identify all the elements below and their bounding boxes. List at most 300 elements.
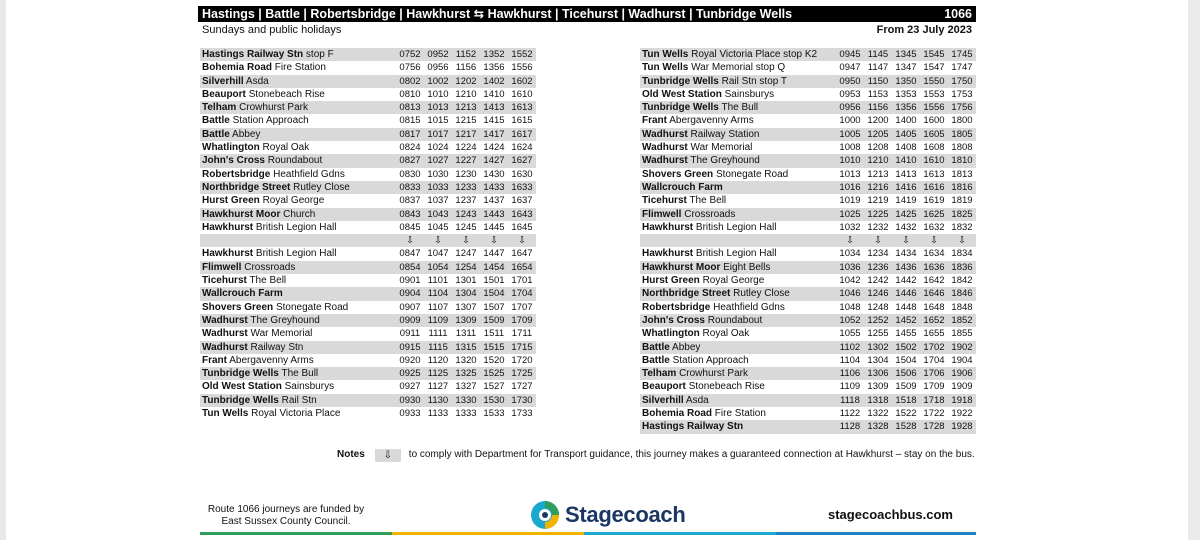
departure-time: 0802 — [399, 75, 421, 87]
departure-time: 1019 — [839, 195, 861, 207]
departure-time: 0824 — [399, 142, 421, 154]
stop-name — [200, 221, 396, 234]
departure-time: 1605 — [923, 128, 945, 140]
departure-time: ⇩ — [462, 235, 470, 247]
departure-time: 1024 — [427, 142, 449, 154]
departure-time: 1245 — [455, 221, 477, 233]
stop-place: Hawkhurst Moor — [202, 208, 281, 220]
departure-time: 1128 — [839, 421, 861, 433]
departure-time: 1037 — [427, 195, 449, 207]
departure-time: 1722 — [923, 408, 945, 420]
departure-time: 1036 — [839, 261, 861, 273]
table-row — [200, 75, 536, 88]
departure-time: 1247 — [455, 248, 477, 260]
table-row — [640, 114, 976, 127]
departure-time: 1545 — [923, 49, 945, 60]
departure-time: 0901 — [399, 275, 421, 287]
table-row — [640, 341, 976, 354]
departure-time: 1430 — [483, 168, 505, 180]
table-row — [640, 128, 976, 141]
departure-time: 1506 — [895, 368, 917, 380]
departure-time: 1307 — [455, 301, 477, 313]
departure-time: 1016 — [839, 181, 861, 193]
table-row — [640, 101, 976, 114]
departure-time: 1550 — [923, 75, 945, 87]
stop-name — [640, 261, 836, 274]
stop-place: Hawkhurst — [642, 248, 694, 260]
departure-time: 1906 — [951, 368, 973, 380]
stop-detail: Asda — [245, 75, 269, 87]
departure-time: 1213 — [867, 168, 889, 180]
departure-time: 1402 — [483, 75, 505, 87]
notes-text: to comply with Department for Transport guidance, this journey makes a guaranteed connection at Hawkhurst – stay on the bus. — [408, 449, 975, 460]
stop-detail: Fire Station — [274, 62, 326, 74]
departure-time: 1504 — [895, 354, 917, 366]
stop-detail: Abergavenny Arms — [229, 354, 314, 366]
departure-time: 1709 — [511, 314, 533, 326]
departure-time: 1325 — [455, 368, 477, 380]
departure-time: 1655 — [923, 328, 945, 340]
departure-time: 1234 — [867, 248, 889, 260]
stop-place: Wadhurst — [202, 328, 248, 340]
stop-place: Hastings Railway Stn — [642, 421, 744, 433]
table-row — [640, 274, 976, 287]
stop-name — [200, 380, 396, 393]
departure-time: 1730 — [511, 394, 533, 406]
stop-name — [640, 247, 836, 260]
departure-time: 1625 — [923, 208, 945, 220]
stop-detail: War Memorial stop Q — [691, 62, 786, 74]
departure-time: 0813 — [399, 102, 421, 114]
stop-name — [640, 208, 836, 221]
departure-time: 1216 — [867, 181, 889, 193]
departure-time: 1504 — [483, 288, 505, 300]
departure-time: 1522 — [895, 408, 917, 420]
stop-name — [640, 354, 836, 367]
stop-place: Shovers Green — [642, 168, 714, 180]
departure-time: 1646 — [923, 288, 945, 300]
stop-place: Telham — [642, 368, 677, 380]
stop-name — [200, 407, 396, 420]
departure-time: 1242 — [867, 275, 889, 287]
table-row — [200, 301, 536, 314]
stop-name — [640, 394, 836, 407]
departure-time: 1636 — [923, 261, 945, 273]
effective-date: From 23 July 2023 — [876, 24, 972, 36]
stop-name — [200, 234, 396, 247]
stop-detail: The Greyhound — [250, 314, 320, 326]
table-row — [200, 101, 536, 114]
stop-name — [200, 101, 396, 114]
stop-detail: Abergavenny Arms — [669, 115, 754, 127]
departure-time: 1254 — [455, 261, 477, 273]
table-row — [200, 141, 536, 154]
stop-detail: Station Approach — [232, 115, 309, 127]
stop-detail: War Memorial — [250, 328, 313, 340]
departure-time: 1405 — [895, 128, 917, 140]
departure-time: 1632 — [923, 221, 945, 233]
departure-time: 1902 — [951, 341, 973, 353]
funding-line-1: Route 1066 journeys are funded by — [207, 504, 365, 515]
subtitle-row — [198, 23, 976, 37]
stop-place: Flimwell — [642, 208, 682, 220]
stop-place: Hastings Railway Stn — [202, 49, 304, 60]
departure-time: ⇩ — [874, 235, 882, 247]
stop-name — [200, 48, 396, 61]
brand-name: Stagecoach — [565, 502, 686, 527]
departure-time: 1356 — [895, 102, 917, 114]
departure-time: 1200 — [867, 115, 889, 127]
departure-time: 1230 — [455, 168, 477, 180]
stop-name — [640, 114, 836, 127]
departure-time: 1922 — [951, 408, 973, 420]
departure-time: 1109 — [427, 314, 449, 326]
stop-name — [640, 101, 836, 114]
stop-place: Beauport — [642, 381, 686, 393]
table-row — [640, 394, 976, 407]
departure-time: 0920 — [399, 354, 421, 366]
departure-time: 1615 — [511, 115, 533, 127]
stop-name — [200, 141, 396, 154]
departure-time: 1054 — [427, 261, 449, 273]
departure-time: 1217 — [455, 128, 477, 140]
departure-time: 1153 — [867, 88, 889, 100]
stop-name — [640, 274, 836, 287]
footer-stripe-blue — [776, 532, 976, 535]
departure-time: 1434 — [895, 248, 917, 260]
stop-place: Old West Station — [642, 88, 722, 100]
departure-time: 1525 — [483, 368, 505, 380]
departure-time: 1025 — [839, 208, 861, 220]
stop-detail: Church — [283, 208, 316, 220]
departure-time: 1055 — [839, 328, 861, 340]
stagecoach-logo — [530, 500, 686, 530]
stop-name — [200, 194, 396, 207]
stop-place: Hurst Green — [642, 275, 700, 287]
funding-statement — [200, 504, 372, 528]
departure-time: 1156 — [455, 62, 477, 74]
stop-name — [640, 221, 836, 234]
table-row — [640, 75, 976, 88]
table-row — [200, 341, 536, 354]
stop-name — [640, 341, 836, 354]
stop-place: Wadhurst — [642, 155, 688, 167]
departure-time: 0947 — [839, 62, 861, 74]
departure-time: 0904 — [399, 288, 421, 300]
stop-place: Bohemia Road — [202, 62, 273, 74]
departure-time: 1702 — [923, 341, 945, 353]
outbound-timetable — [200, 48, 536, 420]
departure-time: 0830 — [399, 168, 421, 180]
departure-time: 1619 — [923, 195, 945, 207]
table-row — [640, 141, 976, 154]
departure-time: 0925 — [399, 368, 421, 380]
stop-detail: Crowhurst Park — [239, 102, 308, 114]
departure-time: 1454 — [483, 261, 505, 273]
table-row — [200, 208, 536, 221]
departure-time: 1215 — [455, 115, 477, 127]
stop-place: Robertsbridge — [642, 301, 711, 313]
departure-time: 1610 — [923, 155, 945, 167]
departure-time: 1015 — [427, 115, 449, 127]
stop-name — [200, 61, 396, 74]
stop-name — [640, 314, 836, 327]
stop-detail: Rutley Close — [733, 288, 790, 300]
departure-time: 1616 — [923, 181, 945, 193]
footer-stripe-green — [200, 532, 392, 535]
departure-time: 1427 — [483, 155, 505, 167]
departure-time: 1507 — [483, 301, 505, 313]
departure-time: 0815 — [399, 115, 421, 127]
departure-time: 1327 — [455, 381, 477, 393]
stop-name — [640, 301, 836, 314]
departure-time: 0915 — [399, 341, 421, 353]
stop-name — [200, 181, 396, 194]
departure-time: 1909 — [951, 381, 973, 393]
departure-time: 1918 — [951, 394, 973, 406]
stop-detail: stop F — [305, 49, 334, 60]
departure-time: 1111 — [428, 328, 448, 340]
departure-time: 0752 — [399, 49, 421, 60]
departure-time: 1447 — [483, 248, 505, 260]
departure-time: 0854 — [399, 261, 421, 273]
departure-time: 1637 — [511, 195, 533, 207]
table-row — [640, 247, 976, 260]
departure-time: 1725 — [511, 368, 533, 380]
stop-place: Tunbridge Wells — [202, 368, 279, 380]
stop-place: Tunbridge Wells — [642, 75, 719, 87]
departure-time: 1107 — [427, 301, 449, 313]
departure-time: 1547 — [923, 62, 945, 74]
connection-arrow-icon: ⇩ — [375, 449, 401, 462]
stop-detail: Stonebeach Rise — [248, 88, 325, 100]
stop-place: Tun Wells — [642, 62, 689, 74]
table-row — [200, 221, 536, 234]
table-row — [640, 154, 976, 167]
table-row — [640, 327, 976, 340]
stop-name — [640, 420, 836, 433]
return-timetable — [640, 48, 976, 434]
departure-time: 0847 — [399, 248, 421, 260]
departure-time: 1302 — [867, 341, 889, 353]
table-row — [640, 287, 976, 300]
departure-time: 1237 — [455, 195, 477, 207]
departure-time: 1704 — [923, 354, 945, 366]
departure-time: 1133 — [427, 408, 449, 420]
departure-time: 0956 — [839, 102, 861, 114]
stop-name — [640, 234, 836, 247]
stop-detail: Stonegate Road — [715, 168, 789, 180]
stop-place: Battle — [202, 115, 230, 127]
departure-time: 1156 — [867, 102, 889, 114]
departure-time: 1400 — [895, 115, 917, 127]
stop-detail: Royal Oak — [262, 142, 310, 154]
departure-time: 1452 — [895, 314, 917, 326]
table-row — [640, 420, 976, 433]
departure-time: ⇩ — [902, 235, 910, 247]
departure-time: 1613 — [511, 102, 533, 114]
stop-place: John's Cross — [642, 314, 705, 326]
stop-place: Wadhurst — [642, 142, 688, 154]
departure-time: 1624 — [511, 142, 533, 154]
website-link[interactable]: stagecoachbus.com — [828, 507, 953, 522]
stop-detail: Asda — [685, 394, 709, 406]
departure-time: 1120 — [427, 354, 449, 366]
departure-time: ⇩ — [490, 235, 498, 247]
departure-time: 1633 — [511, 181, 533, 193]
departure-time: 1753 — [951, 88, 973, 100]
departure-time: 1213 — [455, 102, 477, 114]
departure-time: 0952 — [427, 49, 449, 60]
departure-time: 0827 — [399, 155, 421, 167]
departure-time: 1306 — [867, 368, 889, 380]
departure-time: 1352 — [483, 49, 505, 60]
departure-time: 1425 — [895, 208, 917, 220]
departure-time: 1315 — [455, 341, 477, 353]
departure-time: 1225 — [867, 208, 889, 220]
departure-time: 1008 — [839, 142, 861, 154]
right-edge — [1188, 0, 1200, 540]
departure-time: 1533 — [483, 408, 505, 420]
departure-time: 1727 — [511, 381, 533, 393]
stop-place: Tunbridge Wells — [642, 102, 719, 114]
departure-time: 1410 — [483, 88, 505, 100]
departure-time: 1150 — [867, 75, 889, 87]
departure-time: 1130 — [427, 394, 449, 406]
departure-time: 1311 — [455, 328, 477, 340]
table-row — [200, 367, 536, 380]
stop-detail: The Bell — [249, 275, 287, 287]
departure-time: 1904 — [951, 354, 973, 366]
departure-time: 1106 — [839, 368, 861, 380]
stop-detail: British Legion Hall — [255, 248, 337, 260]
departure-time: 1600 — [923, 115, 945, 127]
stop-name — [200, 314, 396, 327]
departure-time: 1855 — [951, 328, 973, 340]
departure-time: 1350 — [895, 75, 917, 87]
stop-place: Battle — [642, 354, 670, 366]
stop-name — [200, 88, 396, 101]
departure-time: 1210 — [867, 155, 889, 167]
table-row — [200, 181, 536, 194]
table-row — [200, 114, 536, 127]
stop-name — [640, 407, 836, 420]
table-row — [640, 168, 976, 181]
stop-detail: Stonebeach Rise — [688, 381, 765, 393]
departure-time: 1252 — [867, 314, 889, 326]
departure-time: 1448 — [895, 301, 917, 313]
departure-time: 1642 — [923, 275, 945, 287]
departure-time: 1304 — [867, 354, 889, 366]
departure-time: 1433 — [483, 181, 505, 193]
departure-time: 1208 — [867, 142, 889, 154]
stop-detail: The Bell — [689, 195, 727, 207]
departure-time: 1202 — [455, 75, 477, 87]
departure-time: 1152 — [455, 49, 477, 60]
table-row — [640, 48, 976, 61]
departure-time: 1255 — [867, 328, 889, 340]
stop-detail: Royal Oak — [702, 328, 750, 340]
departure-time: 1509 — [483, 314, 505, 326]
departure-time: 1928 — [951, 421, 973, 433]
stop-detail: Heathfield Gdns — [713, 301, 785, 313]
stop-name — [200, 354, 396, 367]
table-row — [640, 407, 976, 420]
stop-name — [640, 48, 836, 61]
stop-detail: The Greyhound — [690, 155, 760, 167]
stop-detail: War Memorial — [690, 142, 753, 154]
departure-time: 1330 — [455, 394, 477, 406]
departure-time: 0756 — [399, 62, 421, 74]
departure-time: 1122 — [839, 408, 861, 420]
table-row — [200, 327, 536, 340]
stop-detail: Sainsburys — [724, 88, 775, 100]
departure-time: 0953 — [839, 88, 861, 100]
table-row — [200, 380, 536, 393]
departure-time: 1013 — [839, 168, 861, 180]
departure-time: 1232 — [867, 221, 889, 233]
stop-place: Bohemia Road — [642, 408, 713, 420]
stop-place: Hurst Green — [202, 195, 260, 207]
stop-place: Tun Wells — [202, 408, 249, 420]
route-title: Hastings | Battle | Robertsbridge | Hawkhurst ⇆ Hawkhurst | Ticehurst | Wadhurst | Tunbridge Wells — [202, 7, 793, 21]
table-row — [200, 261, 536, 274]
stop-place: Hawkhurst — [642, 221, 694, 233]
departure-time: 1556 — [511, 62, 533, 74]
stop-detail: Eight Bells — [723, 261, 771, 273]
stop-detail: Royal Victoria Place — [251, 408, 341, 420]
departure-time: 1005 — [839, 128, 861, 140]
departure-time: 1436 — [895, 261, 917, 273]
departure-time: 1810 — [951, 155, 973, 167]
departure-time: 1224 — [455, 142, 477, 154]
departure-time: 1610 — [511, 88, 533, 100]
stop-detail: Abbey — [672, 341, 701, 353]
departure-time: 0930 — [399, 394, 421, 406]
table-row — [640, 208, 976, 221]
stop-detail: Rutley Close — [293, 181, 350, 193]
departure-time: 1115 — [428, 341, 448, 353]
departure-time: ⇩ — [434, 235, 442, 247]
stop-name — [200, 327, 396, 340]
stop-place: Silverhill — [202, 75, 244, 87]
stop-detail: The Bull — [721, 102, 759, 114]
departure-time: 1846 — [951, 288, 973, 300]
stop-place: Battle — [642, 341, 670, 353]
stop-detail: Royal George — [262, 195, 325, 207]
stop-place: Beauport — [202, 88, 246, 100]
stop-place: Old West Station — [202, 381, 282, 393]
departure-time: 1248 — [867, 301, 889, 313]
stop-place: Wadhurst — [202, 314, 248, 326]
table-row — [640, 261, 976, 274]
stop-detail: Royal Victoria Place stop K2 — [691, 49, 818, 60]
stop-detail: Crowhurst Park — [679, 368, 748, 380]
departure-time: 1617 — [511, 128, 533, 140]
departure-time: 1145 — [867, 49, 889, 60]
stop-name — [640, 61, 836, 74]
stop-name — [200, 247, 396, 260]
stop-place: Ticehurst — [642, 195, 687, 207]
departure-time: 1000 — [839, 115, 861, 127]
departure-time: 1750 — [951, 75, 973, 87]
stop-place: Robertsbridge — [202, 168, 271, 180]
stop-name — [640, 75, 836, 88]
notes-label: Notes — [337, 449, 365, 460]
departure-time: ⇩ — [846, 235, 854, 247]
footer-stripe-yellow — [392, 532, 584, 535]
departure-time: 1442 — [895, 275, 917, 287]
